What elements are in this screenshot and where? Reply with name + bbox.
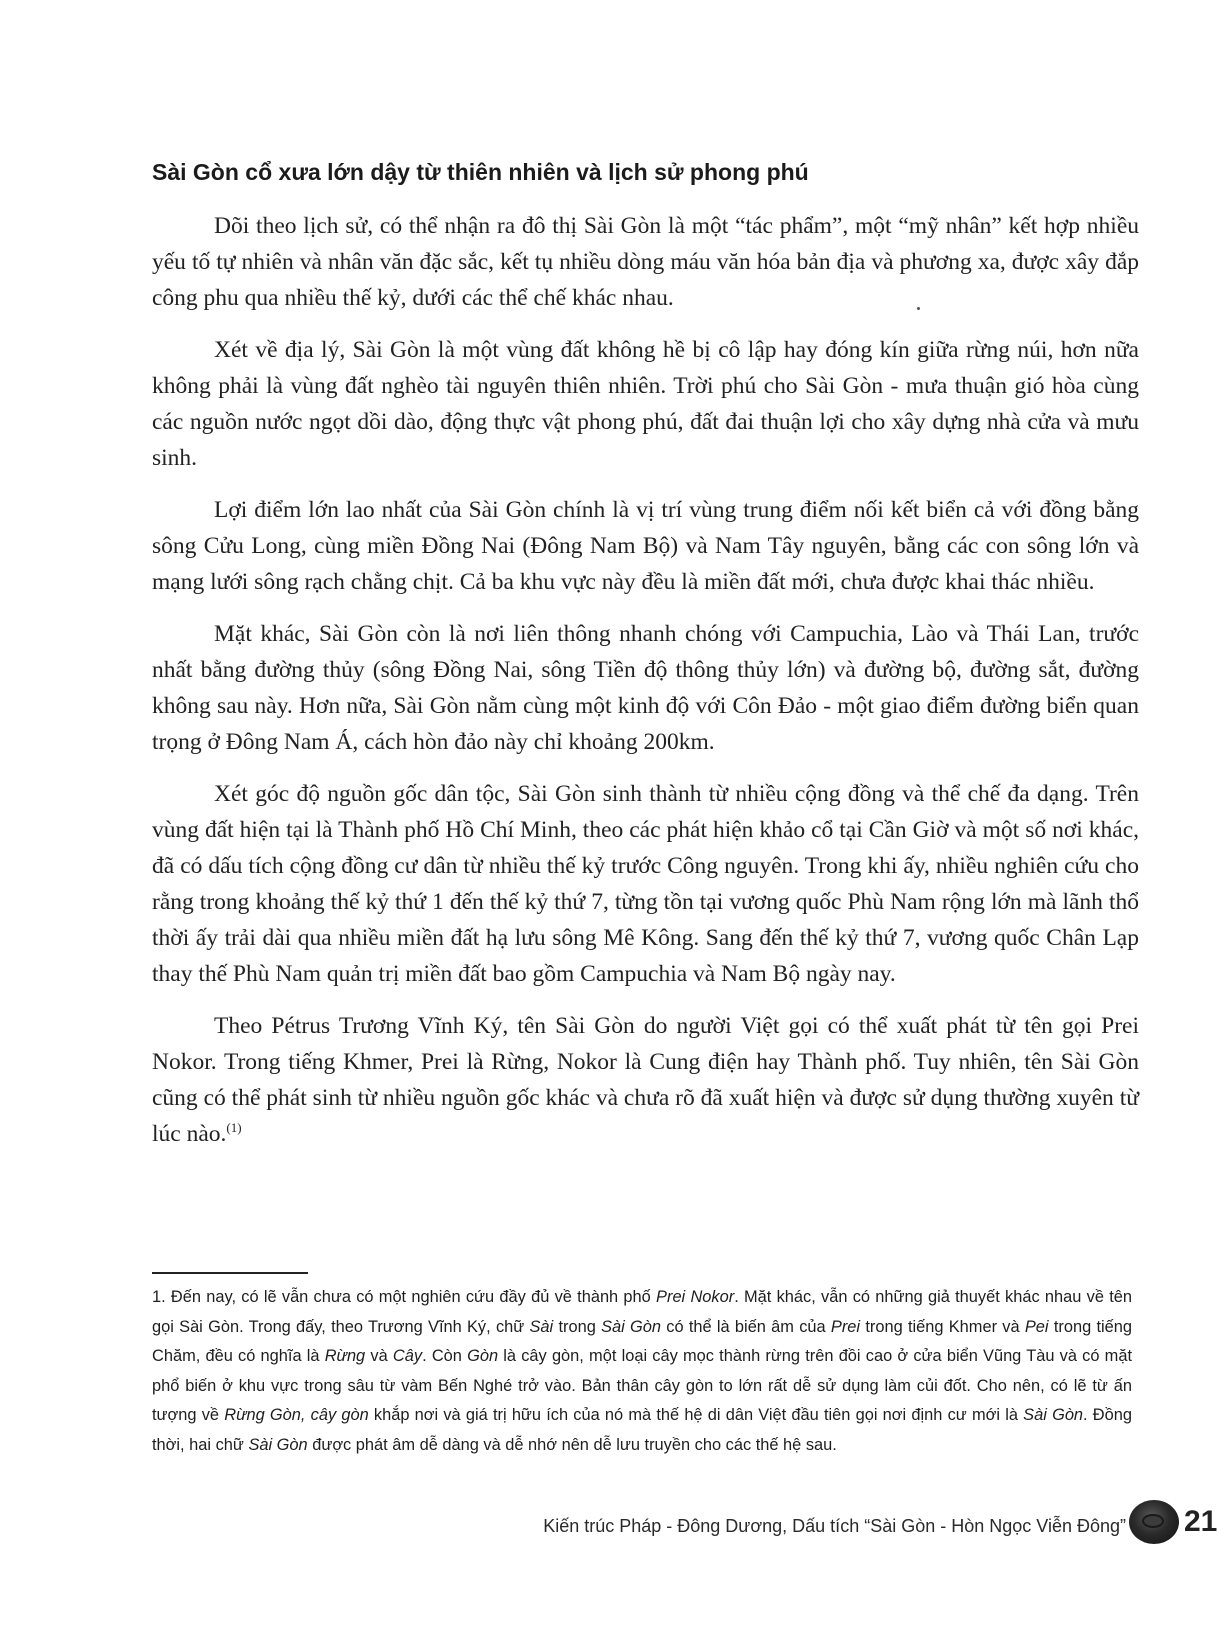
footnote-italic-term: Rừng xyxy=(324,1347,366,1365)
footnote-italic-term: Pei xyxy=(1024,1317,1049,1336)
footnote-text-run: có thể là biến âm của xyxy=(661,1317,831,1336)
footnote-text-run: trong xyxy=(553,1317,602,1336)
footnote-text-run: . Đồng thời, hai chữ xyxy=(152,1406,1132,1454)
paragraph-5: Xét góc độ nguồn gốc dân tộc, Sài Gòn sinh thành từ nhiều cộng đồng và thể chế đa dạng. Trên vùng đất hiện tại là Thành phố Hồ Chí Minh, theo các phát hiện khảo cổ tại Cần Giờ và một số nơi khác, đã có dấu tích cộng đồng cư dân từ nhiều thế kỷ trước Công nguyên. Trong khi ấy, nhiều nghiên cứu cho rằng trong khoảng thế kỷ thứ 1 đến thế kỷ thứ 7, từng tồn tại vương quốc Phù Nam rộng lớn mà lãnh thổ thời ấy trải dài qua nhiều miền đất hạ lưu sông Mê Kông. Sang đến thế kỷ thứ 7, vương quốc Chân Lạp thay thế Phù Nam quản trị miền đất bao gồm Campuchia và Nam Bộ ngày nay. xyxy=(152,781,1139,987)
paragraph-3: Lợi điểm lớn lao nhất của Sài Gòn chính là vị trí vùng trung điểm nối kết biển cả với đồng bằng sông Cửu Long, cùng miền Đồng Nai (Đông Nam Bộ) và Nam Tây nguyên, bằng các con sông lớn và mạng lưới sông rạch chằng chịt. Cả ba khu vực này đều là miền đất mới, chưa được khai thác nhiều. xyxy=(152,497,1139,595)
footnote-italic-term: Prei xyxy=(830,1317,861,1336)
footnote-divider xyxy=(152,1272,308,1274)
paragraph-6 xyxy=(152,1008,1139,1152)
paragraph-4: Mặt khác, Sài Gòn còn là nơi liên thông nhanh chóng với Campuchia, Lào và Thái Lan, trước nhất bằng đường thủy (sông Đồng Nai, sông Tiền độ thông thủy lớn) và đường bộ, đường sắt, đường không sau này. Hơn nữa, Sài Gòn nằm cùng một kinh độ với Côn Đảo - một giao điểm đường biển quan trọng ở Đông Nam Á, cách hòn đảo này chỉ khoảng 200km. xyxy=(152,621,1139,755)
running-footer: Kiến trúc Pháp - Đông Dương, Dấu tích “Sài Gòn - Hòn Ngọc Viễn Đông” xyxy=(543,1516,1126,1536)
footnote-text-run: được phát âm dễ dàng và dễ nhớ nên dễ lưu truyền cho các thế hệ sau. xyxy=(307,1435,837,1454)
footnote-reference[interactable]: (1) xyxy=(226,1120,242,1135)
footnote-text-run: 1. Đến nay, có lẽ vẫn chưa có một nghiên cứu đầy đủ về thành phố xyxy=(152,1288,657,1306)
emblem-icon xyxy=(1129,1500,1179,1544)
footnote-text-run: khắp nơi và giá trị hữu ích của nó mà thế hệ di dân Việt đầu tiên gọi nơi định cư mới là xyxy=(368,1406,1024,1424)
footnote-italic-term: Sài Gòn xyxy=(1023,1406,1084,1424)
footnote-italic-term: Gòn xyxy=(467,1347,499,1365)
section-heading: Sài Gòn cổ xưa lớn dậy từ thiên nhiên và lịch sử phong phú xyxy=(152,159,809,185)
footnote-text-run: . Còn xyxy=(422,1347,468,1365)
page-number: 21 xyxy=(1184,1505,1217,1538)
paragraph-1: Dõi theo lịch sử, có thể nhận ra đô thị Sài Gòn là một “tác phẩm”, một “mỹ nhân” kết hợp nhiều yếu tố tự nhiên và nhân văn đặc sắc, kết tụ nhiều dòng máu văn hóa bản địa và phương xa, được xây đắp công phu qua nhiều thế kỷ, dưới các thể chế khác nhau. xyxy=(152,213,1139,311)
footnote-italic-term: Sài Gòn xyxy=(601,1317,662,1336)
footnote-text-run: . Mặt khác, vẫn có những giả thuyết khác nhau về tên gọi Sài Gòn. Trong đấy, theo Trương Vĩnh Ký, chữ xyxy=(152,1288,1132,1336)
footnote-text-run: trong tiếng Khmer và xyxy=(860,1317,1025,1336)
paragraph-6-text: Theo Pétrus Trương Vĩnh Ký, tên Sài Gòn do người Việt gọi có thể xuất phát từ tên gọi Prei Nokor. Trong tiếng Khmer, Prei là Rừng, Nokor là Cung điện hay Thành phố. Tuy nhiên, tên Sài Gòn cũng có thể phát sinh từ nhiều nguồn gốc khác và chưa rõ đã xuất hiện và được sử dụng thường xuyên từ lúc nào. xyxy=(152,1013,1139,1147)
footnote-italic-term: Sài xyxy=(529,1317,554,1336)
footnote-italic-term: Prei Nokor xyxy=(656,1288,735,1306)
footnote-italic-term: Rừng Gòn, cây gòn xyxy=(224,1406,369,1424)
footnote xyxy=(152,1283,1132,1460)
paragraph-2: Xét về địa lý, Sài Gòn là một vùng đất không hề bị cô lập hay đóng kín giữa rừng núi, hơn nữa không phải là vùng đất nghèo tài nguyên thiên nhiên. Trời phú cho Sài Gòn - mưa thuận gió hòa cùng các nguồn nước ngọt dồi dào, động thực vật phong phú, đất đai thuận lợi cho xây dựng nhà cửa và mưu sinh. xyxy=(152,337,1139,471)
footnote-text-run: trong tiếng Chăm, đều có nghĩa là xyxy=(152,1317,1132,1365)
body-text xyxy=(152,208,1139,1168)
footnote-text-run: là cây gòn, một loại cây mọc thành rừng trên đồi cao ở cửa biển Vũng Tàu và có mặt phổ biến ở khu vực trong sâu từ vàm Bến Nghé trở vào. Bản thân cây gòn to lớn rất dễ sử dụng làm củi đốt. Cho nên, có lẽ từ ấn tượng về xyxy=(152,1347,1132,1424)
print-speck xyxy=(917,307,920,310)
footnote-italic-term: Cây xyxy=(392,1347,423,1365)
footnote-text-run: và xyxy=(365,1347,393,1365)
footnote-italic-term: Sài Gòn xyxy=(248,1435,308,1454)
